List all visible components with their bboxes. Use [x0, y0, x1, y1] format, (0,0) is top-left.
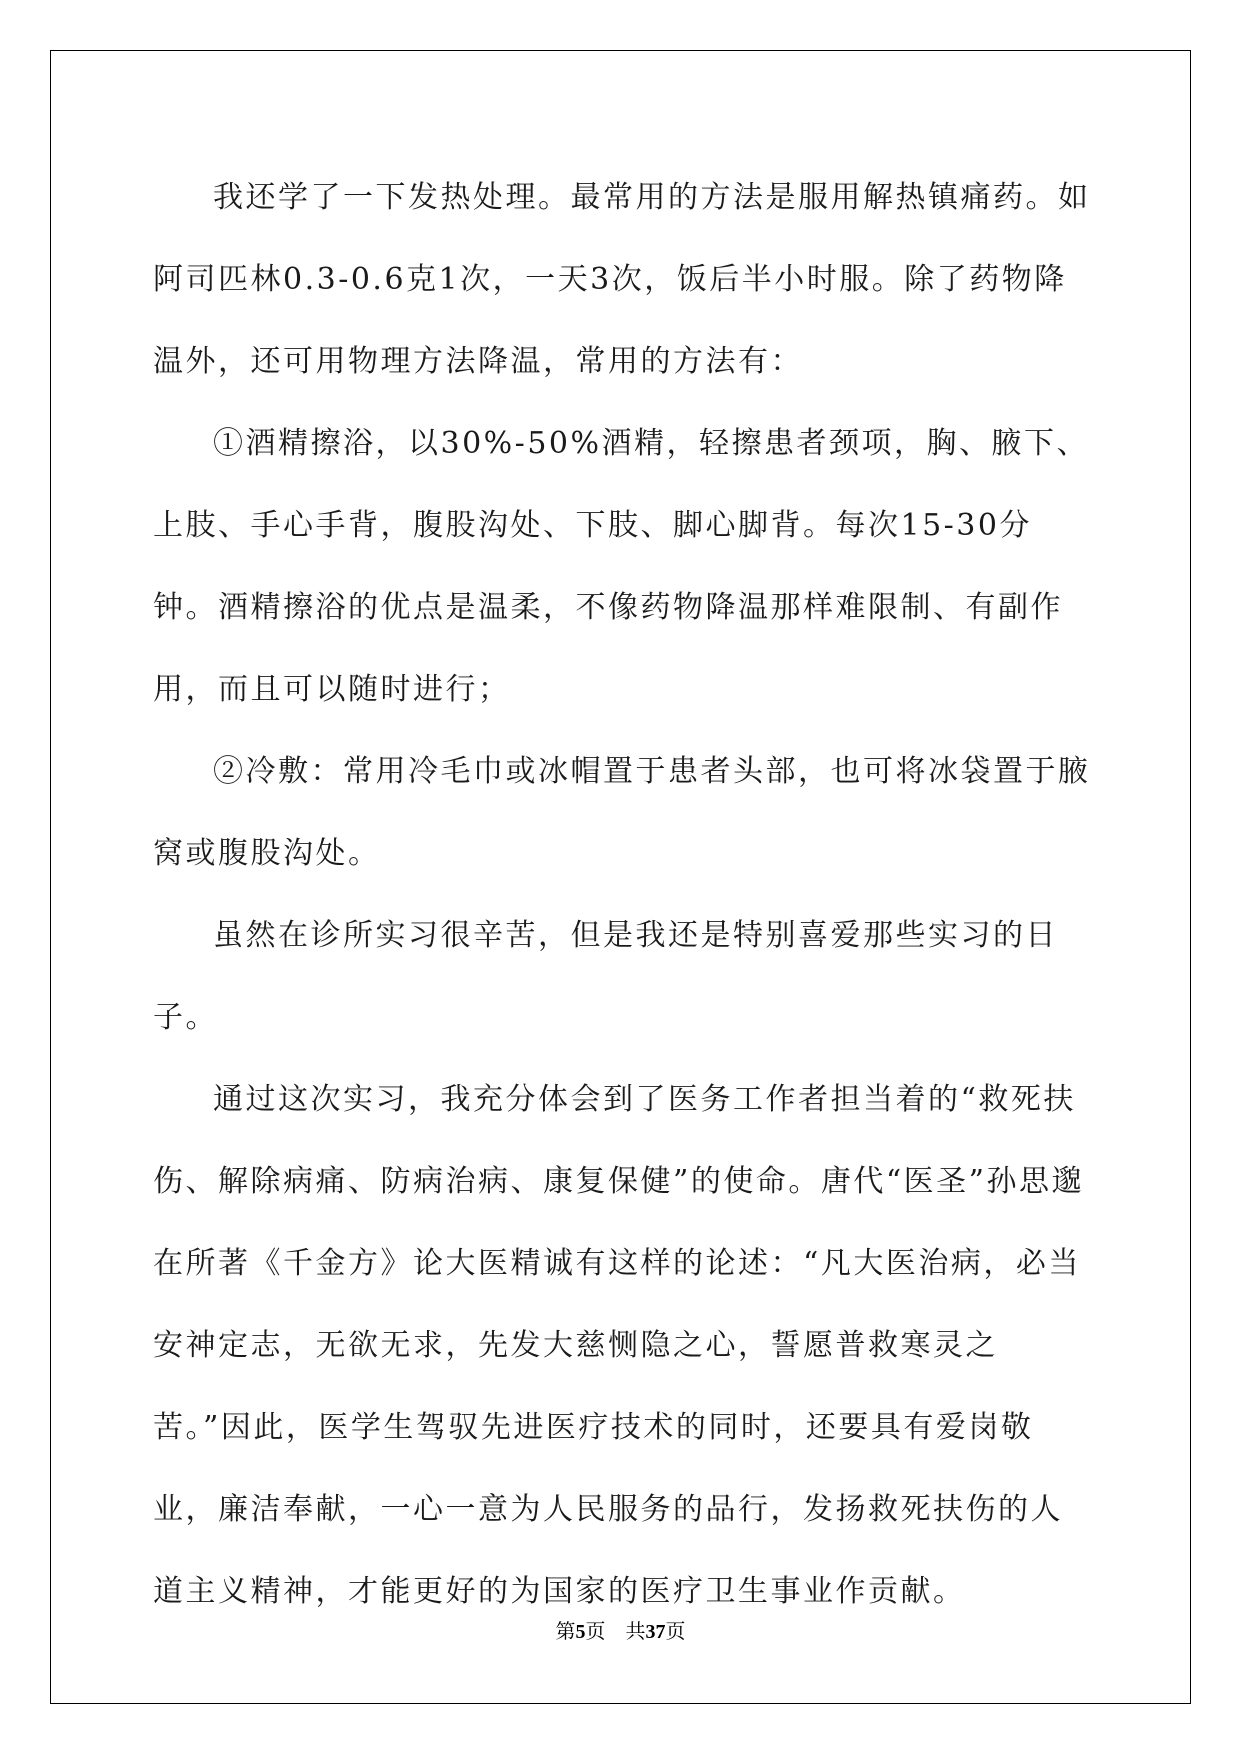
paragraph-cold-compress: ②冷敷：常用冷毛巾或冰帽置于患者头部，也可将冰袋置于腋窝或腹股沟处。 [153, 754, 1091, 871]
paragraph-reflection: 通过这次实习，我充分体会到了医务工作者担当着的“救死扶伤、解除病痛、防病治病、康复保健”的使命。唐代“医圣”孙思邈在所著《千金方》论大医精诚有这样的论述：“凡大医治病，必当安神定志，无欲无求，先发大慈恻隐之心，誓愿普救寒灵之苦。”因此，医学生驾驭先进医疗技术的同时，还要具有爱岗敬业，廉洁奉献，一心一意为人民服务的品行，发扬救死扶伤的人道主义精神，才能更好的为国家的医疗卫生事业作贡献。 [153, 1082, 1085, 1609]
document-body [153, 157, 1093, 1633]
paragraph-alcohol-bath: ①酒精擦浴，以30%-50%酒精，轻擦患者颈项，胸、腋下、上肢、手心手背，腹股沟处、下肢、脚心脚背。每次15-30分钟。酒精擦浴的优点是温柔，不像药物降温那样难限制、有副作用，而且可以随时进行； [153, 426, 1089, 707]
current-page-number: 5 [575, 1621, 586, 1643]
total-page-number: 37 [645, 1621, 666, 1643]
paragraph-clinic-experience: 虽然在诊所实习很辛苦，但是我还是特别喜爱那些实习的日子。 [153, 918, 1058, 1035]
footer-prefix: 第 [555, 1621, 576, 1643]
page-number-footer [0, 1615, 1241, 1644]
footer-suffix: 页 [665, 1621, 686, 1643]
footer-page-unit: 页 共 [585, 1621, 646, 1643]
paragraph-fever-treatment: 我还学了一下发热处理。最常用的方法是服用解热镇痛药。如阿司匹林0.3-0.6克1次，一天3次，饭后半小时服。除了药物降温外，还可用物理方法降温，常用的方法有： [153, 180, 1091, 379]
